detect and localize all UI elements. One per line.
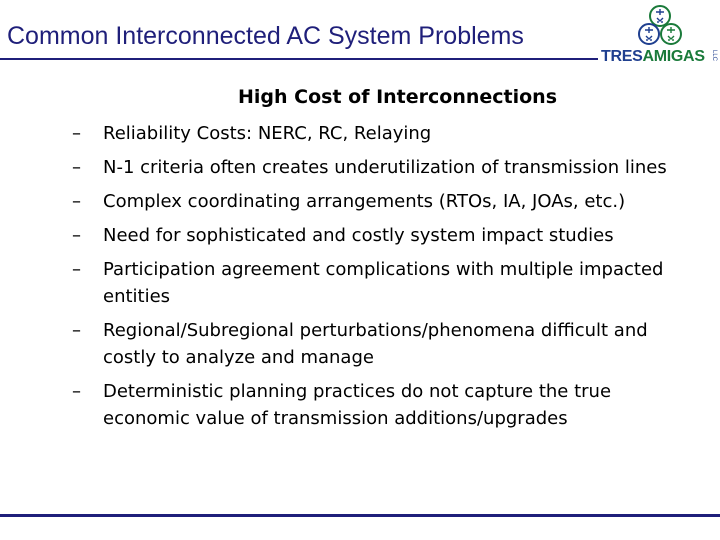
bullet-dash: – [72,123,81,144]
bullet-item [72,222,672,249]
bullet-item [72,188,672,215]
bullet-dash: – [72,157,81,178]
bullet-text: Need for sophisticated and costly system impact studies [103,225,614,246]
logo-wordmark [601,48,705,66]
logo-wordmark-amigas: AMIGAS [642,48,705,65]
bullet-text: N-1 criteria often creates underutilization of transmission lines [103,157,667,178]
bullet-item [72,317,672,371]
bullet-dash: – [72,381,81,402]
logo-emblem-icon [598,2,720,52]
bullet-item [72,256,672,310]
tresamigas-logo [598,2,720,70]
title-underline [0,58,598,60]
footer-rule [0,514,720,517]
bullet-text: Reliability Costs: NERC, RC, Relaying [103,123,432,144]
bullet-dash: – [72,225,81,246]
bullet-text: Deterministic planning practices do not capture the true economic value of transmission additions/upgrades [103,381,612,429]
bullet-text: Regional/Subregional perturbations/phenomena difficult and costly to analyze and manage [103,320,648,368]
slide-title: Common Interconnected AC System Problems [7,22,524,50]
bullet-text: Participation agreement complications with multiple impacted entities [103,259,664,307]
logo-llc: LLC [711,50,717,62]
bullet-dash: – [72,259,81,280]
bullet-dash: – [72,320,81,341]
bullet-item [72,120,672,147]
bullet-dash: – [72,191,81,212]
bullet-item [72,154,672,181]
logo-wordmark-tres: TRES [601,48,643,65]
bullet-text: Complex coordinating arrangements (RTOs, IA, JOAs, etc.) [103,191,626,212]
bullet-list [72,120,672,439]
bullet-item [72,378,672,432]
section-heading: High Cost of Interconnections [237,86,558,108]
